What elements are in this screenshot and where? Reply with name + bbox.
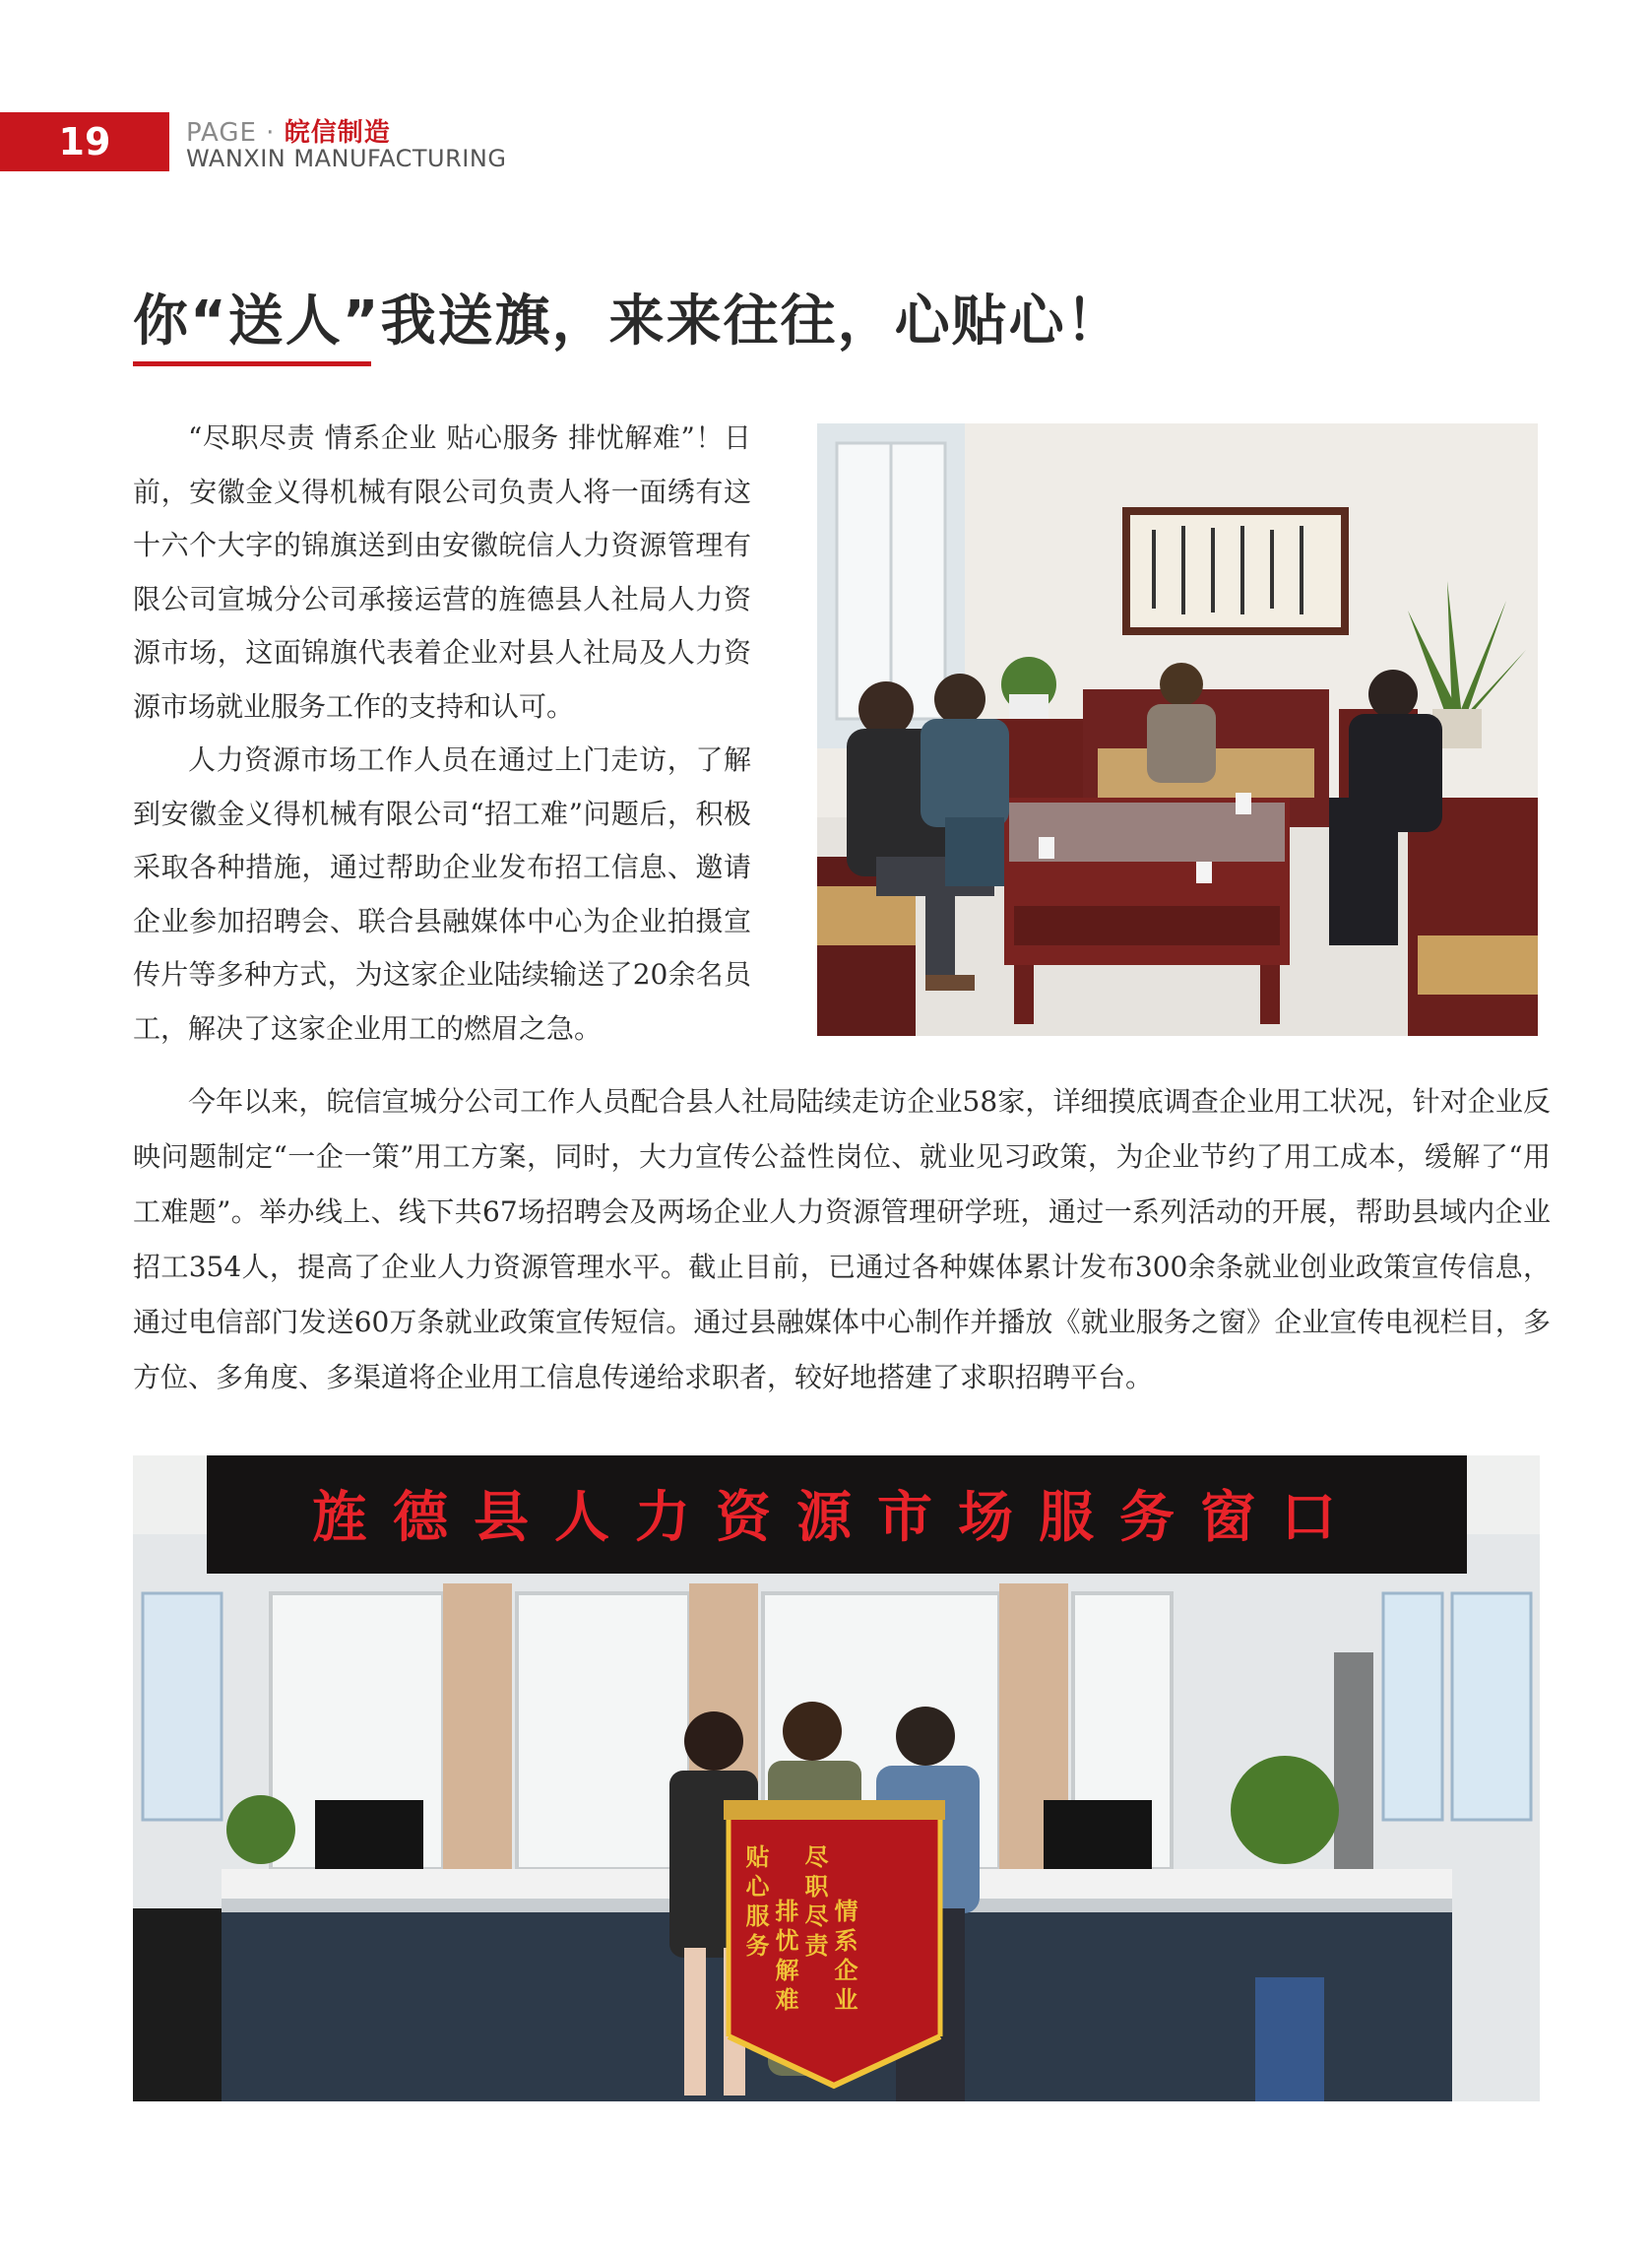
paragraph-3: 今年以来，皖信宣城分公司工作人员配合县人社局陆续走访企业58家，详细摸底调查企业用工状况，针对企业反映问题制定“一企一策”用工方案，同时，大力宣传公益性岗位、就业见习政策，为企业节约了用工成本，缓解了“用工难题”。举办线上、线下共67场招聘会及两场企业人力资源管理研学班，通过一系列活动的开展，帮助县域内企业招工354人，提高了企业人力资源管理水平。截止目前，已通过各种媒体累计发布300余条就业创业政策宣传信息，通过电信部门发送60万条就业政策宣传短信。通过县融媒体中心制作并播放《就业服务之窗》企业宣传电视栏目，多方位、多角度、多渠道将企业用工信息传递给求职者，较好地搭建了求职招聘平台。 [133,1085,1551,1393]
led-sign-text: 旌德县人力资源市场服务窗口 [312,1486,1362,1550]
meeting-photo [817,423,1538,1036]
banner-col3: 贴心服务 [741,1844,769,1963]
article-body-full [133,1074,1551,1405]
service-window-photo [133,1455,1540,2101]
article-body-left [133,412,751,1056]
service-window-illustration [133,1455,1540,2101]
paragraph-2: 人力资源市场工作人员在通过上门走访，了解到安徽金义得机械有限公司“招工难”问题后，积极采取各种措施，通过帮助企业发布招工信息、邀请企业参加招聘会、联合县融媒体中心为企业拍摄宣传片等多种方式，为这家企业陆续输送了20余名员工，解决了这家企业用工的燃眉之急。 [133,743,751,1045]
banner-col1: 尽职尽责 [800,1844,828,1963]
page-label: PAGE · [186,118,285,148]
meeting-illustration [817,423,1538,1036]
banner-col2: 情系企业 [830,1899,858,2017]
banner-col4: 排忧解难 [771,1899,798,2017]
magazine-name-en: WANXIN MANUFACTURING [186,145,507,172]
magazine-name: 皖信制造 [284,118,391,148]
title-underline [133,361,371,366]
page-number: 19 [0,112,169,171]
paragraph-1: “尽职尽责 情系企业 贴心服务 排忧解难”！日前，安徽金义得机械有限公司负责人将一面绣有这十六个大字的锦旗送到由安徽皖信人力资源管理有限公司宣城分公司承接运营的旌德县人社局人力资源市场，这面锦旗代表着企业对县人社局及人力资源市场就业服务工作的支持和认可。 [133,421,751,723]
header-title [186,112,391,149]
article-title: 你“送人”我送旗，来来往往，心贴心！ [133,290,1123,354]
